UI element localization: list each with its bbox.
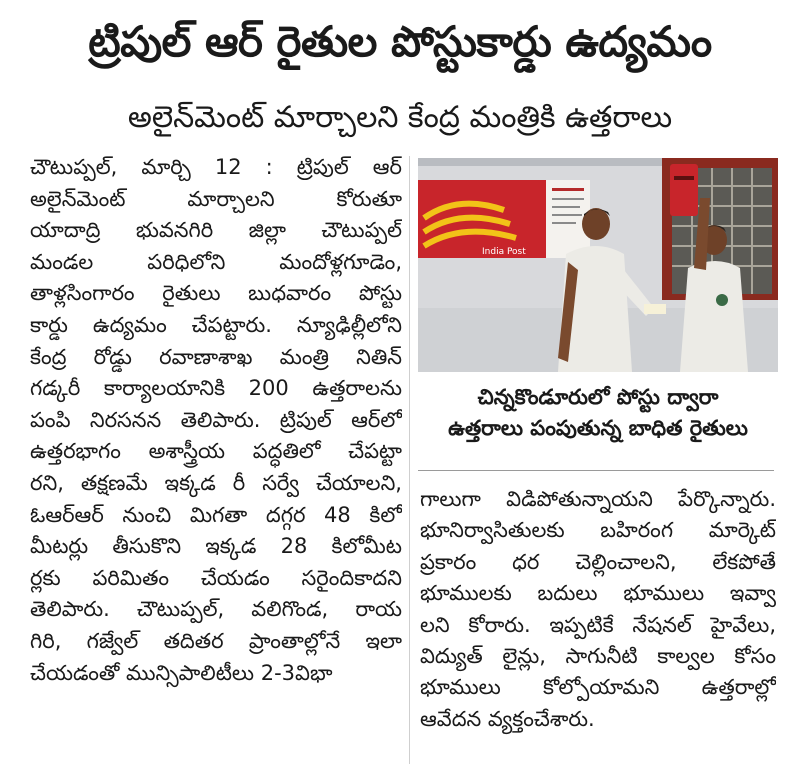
body-line: భూములకు బదులు భూములు ఇవ్వా [420,581,776,606]
body-line: అలైన్‌మెంట్ మార్చాలని కోరుతూ [30,186,402,211]
body-line: చేయడంతో మున్సిపాలిటీలు 2-3విభా [30,660,333,685]
body-line: గిరి, గజ్వేల్ తదితర ప్రాంతాల్లోనే ఇలా [30,628,402,653]
body-line: మీటర్లు తీసుకొని ఇక్కడ 28 కిలోమీట [30,534,402,559]
caption-divider [418,470,774,471]
body-line: లని కోరారు. ఇప్పటికే నేషనల్ హైవేలు, [420,612,776,637]
body-line: ప్రకారం ధర చెల్లించాలని, లేకపోతే [420,549,776,574]
article-body-right-column [420,484,776,735]
sign-text: India Post [482,247,526,257]
body-line: రని, తక్షణమే ఇక్కడ రీ సర్వే చేయాలని, [30,470,402,495]
body-line: ర్లకు పరిమితం చేయడం సరైందికాదని [30,565,402,590]
caption-line: ఉత్తరాలు పంపుతున్న బాధిత రైతులు [448,416,748,440]
body-line: కేంద్ర రోడ్డు రవాణాశాఖ మంత్రి నితిన్ [30,344,402,369]
body-line: తెలిపారు. చౌటుప్పల్, వలిగొండ, రాయ [30,597,402,622]
article-body-left-column [30,152,402,689]
body-line: ఉత్తరభాగం అశాస్త్రీయ పద్ధతిలో చేపట్టా [30,439,402,464]
body-line: గడ్కరీ కార్యాలయానికి 200 ఉత్తరాలను [30,376,402,401]
body-line: మండల పరిధిలోని మందోళ్లగూడెం, [30,249,402,274]
body-line: చౌటుప్పల్, మార్చి 12 : ట్రిపుల్ ఆర్ [30,155,402,179]
body-line: తాళ్లసింగారం రైతులు బుధవారం పోస్టు [30,281,402,306]
photo-illustration [418,158,778,372]
body-line: గాలుగా విడిపోతున్నాయని పేర్కొన్నారు. [420,487,776,511]
post-box [670,164,698,216]
body-line: ఆవేదన వ్యక్తంచేశారు. [420,706,595,731]
body-line: భూములు కోల్పోయామని ఉత్తరాల్లో [420,675,776,700]
body-line: యాదాద్రి భువనగిరి జిల్లా చౌటుప్పల్ [30,218,402,243]
subheadline: అలైన్‌మెంట్ మార్చాలని కేంద్ర మంత్రికి ఉత్తరాలు [127,100,673,135]
body-line: ఓఆర్ఆర్ నుంచి మిగతా దగ్గర 48 కిలో [30,502,402,527]
headline: ట్రిపుల్ ఆర్ రైతుల పోస్టుకార్డు ఉద్యమం [88,17,712,66]
photo-caption [418,382,778,444]
body-line: పంపి నిరసనన తెలిపారు. ట్రిపుల్ ఆర్‌లో [30,407,402,432]
news-photo [418,158,778,372]
body-line: విద్యుత్ లైన్లు, సాగునీటి కాల్వల కోసం [420,643,776,668]
column-divider [409,156,410,764]
body-line: కార్డు ఉద్యమం చేపట్టారు. న్యూఢిల్లీలోని [30,312,402,337]
caption-line: చిన్నకొండూరులో పోస్టు ద్వారా [477,385,719,409]
body-line: భూనిర్వాసితులకు బహిరంగ మార్కెట్ [420,518,776,543]
